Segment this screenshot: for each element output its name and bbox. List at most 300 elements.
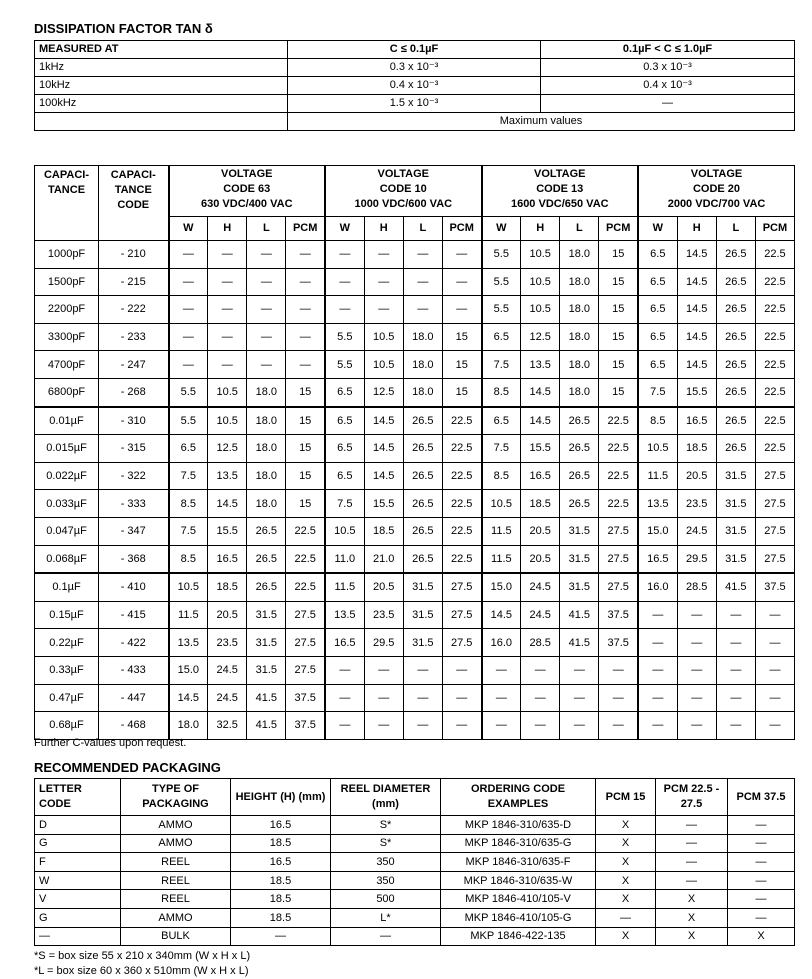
dimension-value: 28.5 xyxy=(677,573,716,601)
capacitance-code: - 347 xyxy=(99,517,169,545)
dimension-value: 13.5 xyxy=(521,351,560,379)
dimension-value: 26.5 xyxy=(403,407,442,435)
dimension-value: 22.5 xyxy=(755,378,794,406)
frequency-label: 10kHz xyxy=(35,77,288,95)
packaging-cell: X xyxy=(596,834,656,853)
dimension-value: 26.5 xyxy=(247,517,286,545)
header-capacitance: CAPACI- TANCE xyxy=(35,166,99,241)
dimension-value: 10.5 xyxy=(521,296,560,324)
dimension-value: 41.5 xyxy=(716,573,755,601)
dimension-value: 26.5 xyxy=(247,545,286,573)
voltage-group-13: VOLTAGE CODE 13 1600 VDC/650 VAC xyxy=(482,166,639,217)
dimension-value: 22.5 xyxy=(755,241,794,269)
dimension-value: 27.5 xyxy=(755,517,794,545)
dimension-value: 26.5 xyxy=(560,490,599,518)
dimension-value: 10.5 xyxy=(638,435,677,463)
table-row xyxy=(35,435,795,463)
packaging-cell: REEL xyxy=(121,890,231,909)
dimension-value: — xyxy=(286,323,325,351)
dimension-value: 26.5 xyxy=(403,435,442,463)
packaging-cell: — xyxy=(728,816,795,835)
dimension-value: 15.0 xyxy=(638,517,677,545)
dissipation-title: DISSIPATION FACTOR TAN δ xyxy=(34,21,213,36)
sub-header-l: L xyxy=(247,216,286,240)
dimension-value: 20.5 xyxy=(208,601,247,629)
packaging-cell: 18.5 xyxy=(231,834,331,853)
dimension-value: 13.5 xyxy=(638,490,677,518)
dimension-value: 6.5 xyxy=(638,323,677,351)
packaging-cell: 18.5 xyxy=(231,871,331,890)
dimension-value: — xyxy=(560,712,599,740)
dimension-value: 15 xyxy=(442,378,481,406)
dimension-value: 18.0 xyxy=(560,378,599,406)
packaging-cell: S* xyxy=(331,816,441,835)
dimension-value: 29.5 xyxy=(677,545,716,573)
dissipation-value: — xyxy=(541,95,795,113)
dimension-value: 31.5 xyxy=(716,517,755,545)
packaging-cell: AMMO xyxy=(121,816,231,835)
dimension-value: — xyxy=(325,656,364,684)
dimension-value: 37.5 xyxy=(599,601,638,629)
dimension-value: — xyxy=(755,684,794,712)
packaging-cell: — xyxy=(728,853,795,872)
dissipation-value: 0.3 x 10⁻³ xyxy=(541,59,795,77)
dimension-value: — xyxy=(521,656,560,684)
dimension-value: — xyxy=(755,629,794,657)
dimension-value: 13.5 xyxy=(325,601,364,629)
header-measured-at: MEASURED AT xyxy=(35,41,288,59)
dimension-value: 27.5 xyxy=(599,517,638,545)
dimension-value: — xyxy=(286,296,325,324)
packaging-header: REEL DIAMETER (mm) xyxy=(331,779,441,816)
dimension-value: 14.5 xyxy=(677,241,716,269)
dimension-value: 18.5 xyxy=(208,573,247,601)
table-row xyxy=(35,656,795,684)
dimension-value: 8.5 xyxy=(638,407,677,435)
dimension-value: 18.5 xyxy=(364,517,403,545)
dimension-value: — xyxy=(677,712,716,740)
packaging-table xyxy=(34,778,795,946)
capacitance-code: - 368 xyxy=(99,545,169,573)
dimension-value: 31.5 xyxy=(403,629,442,657)
sub-header-h: H xyxy=(677,216,716,240)
sub-header-w: W xyxy=(638,216,677,240)
dimension-value: 23.5 xyxy=(208,629,247,657)
dimension-value: 15 xyxy=(286,435,325,463)
capacitance-value: 0.068µF xyxy=(35,545,99,573)
dimension-value: 10.5 xyxy=(521,268,560,296)
dimension-value: — xyxy=(364,241,403,269)
dimension-value: 15.5 xyxy=(364,490,403,518)
dimension-value: — xyxy=(364,268,403,296)
dimension-value: 31.5 xyxy=(247,656,286,684)
packaging-cell: X xyxy=(656,927,728,946)
dimension-value: 22.5 xyxy=(755,351,794,379)
dimension-value: 26.5 xyxy=(403,517,442,545)
packaging-cell: 350 xyxy=(331,853,441,872)
dimension-value: 20.5 xyxy=(677,462,716,490)
packaging-cell: — xyxy=(656,853,728,872)
dimension-value: — xyxy=(364,684,403,712)
dimension-value: 26.5 xyxy=(716,268,755,296)
packaging-cell: G xyxy=(35,908,121,927)
packaging-cell: 500 xyxy=(331,890,441,909)
dimension-value: 15.5 xyxy=(208,517,247,545)
packaging-cell: 16.5 xyxy=(231,853,331,872)
dimension-value: — xyxy=(677,656,716,684)
table-row xyxy=(35,378,795,406)
dimension-value: — xyxy=(442,241,481,269)
dimension-value: 8.5 xyxy=(482,378,521,406)
dimension-value: — xyxy=(677,684,716,712)
dimension-value: 7.5 xyxy=(638,378,677,406)
dimension-value: — xyxy=(638,601,677,629)
dimension-value: 26.5 xyxy=(560,435,599,463)
dimension-value: 6.5 xyxy=(638,241,677,269)
dimension-value: — xyxy=(403,268,442,296)
sub-header-w: W xyxy=(169,216,208,240)
dimension-value: 26.5 xyxy=(560,407,599,435)
table-row xyxy=(35,241,795,269)
voltage-group-63: VOLTAGE CODE 63 630 VDC/400 VAC xyxy=(169,166,326,217)
voltage-group-20: VOLTAGE CODE 20 2000 VDC/700 VAC xyxy=(638,166,795,217)
frequency-label: 100kHz xyxy=(35,95,288,113)
dimension-value: 15 xyxy=(599,296,638,324)
packaging-cell: AMMO xyxy=(121,908,231,927)
dimension-value: 26.5 xyxy=(716,351,755,379)
packaging-cell: X xyxy=(656,908,728,927)
dimension-value: — xyxy=(325,241,364,269)
dimension-value: 11.5 xyxy=(482,545,521,573)
dimension-value: 6.5 xyxy=(325,435,364,463)
table-row xyxy=(35,908,795,927)
dimension-value: 37.5 xyxy=(755,573,794,601)
packaging-header: TYPE OF PACKAGING xyxy=(121,779,231,816)
table-row xyxy=(35,296,795,324)
dimension-value: — xyxy=(716,629,755,657)
dimension-value: 14.5 xyxy=(482,601,521,629)
dimension-value: — xyxy=(325,296,364,324)
dimension-value: 18.0 xyxy=(403,351,442,379)
dimension-value: — xyxy=(169,351,208,379)
packaging-cell: X xyxy=(596,871,656,890)
capacitance-value: 6800pF xyxy=(35,378,99,406)
capacitance-code: - 310 xyxy=(99,407,169,435)
header-capacitance-code: CAPACI- TANCE CODE xyxy=(99,166,169,241)
dimension-value: 20.5 xyxy=(521,545,560,573)
dimension-value: 31.5 xyxy=(716,545,755,573)
capacitance-code: - 410 xyxy=(99,573,169,601)
table-footer-row xyxy=(35,113,795,131)
dimension-value: — xyxy=(638,712,677,740)
dimension-value: 7.5 xyxy=(325,490,364,518)
dimension-value: — xyxy=(403,712,442,740)
dimension-value: 16.5 xyxy=(677,407,716,435)
dimension-value: 22.5 xyxy=(286,573,325,601)
packaging-cell: X xyxy=(596,890,656,909)
packaging-cell: X xyxy=(596,816,656,835)
packaging-cell: MKP 1846-310/635-G xyxy=(441,834,596,853)
packaging-cell: MKP 1846-410/105-G xyxy=(441,908,596,927)
dimension-value: 18.0 xyxy=(247,407,286,435)
packaging-header: PCM 37.5 xyxy=(728,779,795,816)
table-row xyxy=(35,517,795,545)
dimension-value: 22.5 xyxy=(442,545,481,573)
dimension-value: 27.5 xyxy=(286,601,325,629)
dimension-value: 15 xyxy=(286,462,325,490)
dimension-value: 27.5 xyxy=(286,656,325,684)
dimension-value: — xyxy=(325,684,364,712)
dimension-value: 14.5 xyxy=(521,378,560,406)
empty-cell xyxy=(35,113,288,131)
dimension-value: 11.5 xyxy=(169,601,208,629)
dimension-value: — xyxy=(599,684,638,712)
packaging-cell: — xyxy=(35,927,121,946)
packaging-cell: X xyxy=(656,890,728,909)
dimension-value: 14.5 xyxy=(677,351,716,379)
dimension-value: — xyxy=(638,629,677,657)
dimension-value: — xyxy=(755,656,794,684)
dimensions-table xyxy=(34,165,795,740)
dissipation-value: 0.4 x 10⁻³ xyxy=(541,77,795,95)
dimension-value: 7.5 xyxy=(482,435,521,463)
dimension-value: 10.5 xyxy=(208,407,247,435)
dimension-value: 22.5 xyxy=(755,323,794,351)
sub-header-pcm: PCM xyxy=(442,216,481,240)
group-header-row xyxy=(35,166,795,217)
dimension-value: 26.5 xyxy=(716,435,755,463)
dimension-value: 22.5 xyxy=(755,296,794,324)
dissipation-factor-table xyxy=(34,40,795,131)
dimension-value: 13.5 xyxy=(208,462,247,490)
dimension-value: 31.5 xyxy=(560,545,599,573)
capacitance-code: - 468 xyxy=(99,712,169,740)
dimension-value: 14.5 xyxy=(677,296,716,324)
capacitance-value: 4700pF xyxy=(35,351,99,379)
dimension-value: 16.5 xyxy=(521,462,560,490)
dimension-value: 15 xyxy=(286,378,325,406)
table-row xyxy=(35,490,795,518)
packaging-cell: F xyxy=(35,853,121,872)
table-row xyxy=(35,95,795,113)
dimension-value: 6.5 xyxy=(638,296,677,324)
capacitance-value: 3300pF xyxy=(35,323,99,351)
dimension-value: 12.5 xyxy=(208,435,247,463)
dimension-value: 22.5 xyxy=(599,435,638,463)
dimension-value: — xyxy=(208,268,247,296)
dimension-value: 31.5 xyxy=(560,573,599,601)
capacitance-code: - 247 xyxy=(99,351,169,379)
dimension-value: 31.5 xyxy=(716,490,755,518)
dimension-value: 27.5 xyxy=(755,462,794,490)
dimension-value: 31.5 xyxy=(247,601,286,629)
dimension-value: 14.5 xyxy=(677,268,716,296)
dimension-value: — xyxy=(208,323,247,351)
packaging-cell: 18.5 xyxy=(231,908,331,927)
dimension-value: — xyxy=(638,684,677,712)
packaging-cell: G xyxy=(35,834,121,853)
packaging-cell: 18.5 xyxy=(231,890,331,909)
dimension-value: 37.5 xyxy=(286,712,325,740)
dimension-value: 11.5 xyxy=(482,517,521,545)
dimension-value: 11.0 xyxy=(325,545,364,573)
packaging-cell: REEL xyxy=(121,853,231,872)
dimension-value: — xyxy=(716,656,755,684)
header-c-low: C ≤ 0.1µF xyxy=(288,41,541,59)
table-row xyxy=(35,59,795,77)
dimension-value: 29.5 xyxy=(364,629,403,657)
voltage-group-10: VOLTAGE CODE 10 1000 VDC/600 VAC xyxy=(325,166,482,217)
dimension-value: — xyxy=(716,684,755,712)
dimension-value: — xyxy=(442,268,481,296)
dimension-value: 22.5 xyxy=(442,490,481,518)
capacitance-code: - 268 xyxy=(99,378,169,406)
packaging-cell: MKP 1846-422-135 xyxy=(441,927,596,946)
dimension-value: 15.0 xyxy=(169,656,208,684)
dimension-value: — xyxy=(364,656,403,684)
packaging-cell: X xyxy=(728,927,795,946)
dimension-value: 6.5 xyxy=(638,268,677,296)
further-values-note: Further C-values upon request. xyxy=(34,737,187,749)
dimension-value: 26.5 xyxy=(560,462,599,490)
dimension-value: 15 xyxy=(286,490,325,518)
capacitance-code: - 233 xyxy=(99,323,169,351)
dimension-value: 18.0 xyxy=(560,323,599,351)
packaging-cell: — xyxy=(331,927,441,946)
capacitance-value: 0.022µF xyxy=(35,462,99,490)
dimension-value: — xyxy=(442,712,481,740)
dimension-value: 6.5 xyxy=(482,323,521,351)
table-row xyxy=(35,853,795,872)
packaging-cell: — xyxy=(728,834,795,853)
dimension-value: — xyxy=(169,296,208,324)
dimension-value: 22.5 xyxy=(286,545,325,573)
dimension-value: 5.5 xyxy=(169,378,208,406)
table-row xyxy=(35,871,795,890)
dimension-value: 27.5 xyxy=(599,545,638,573)
capacitance-code: - 333 xyxy=(99,490,169,518)
dimension-value: 15 xyxy=(599,323,638,351)
sub-header-l: L xyxy=(403,216,442,240)
dimension-value: 24.5 xyxy=(521,601,560,629)
dimension-value: — xyxy=(247,323,286,351)
dimension-value: 15 xyxy=(442,351,481,379)
capacitance-code: - 433 xyxy=(99,656,169,684)
dissipation-value: 0.4 x 10⁻³ xyxy=(288,77,541,95)
packaging-cell: MKP 1846-410/105-V xyxy=(441,890,596,909)
dimension-value: 14.5 xyxy=(208,490,247,518)
sub-header-l: L xyxy=(560,216,599,240)
capacitance-value: 0.33µF xyxy=(35,656,99,684)
dimension-value: 22.5 xyxy=(442,462,481,490)
capacitance-value: 0.15µF xyxy=(35,601,99,629)
dimension-value: 14.5 xyxy=(677,323,716,351)
dimension-value: 27.5 xyxy=(599,573,638,601)
dimension-value: 18.0 xyxy=(403,378,442,406)
dimension-value: 12.5 xyxy=(364,378,403,406)
dimension-value: 12.5 xyxy=(521,323,560,351)
packaging-cell: 350 xyxy=(331,871,441,890)
dimension-value: 18.0 xyxy=(560,351,599,379)
dimension-value: 22.5 xyxy=(755,407,794,435)
capacitance-code: - 315 xyxy=(99,435,169,463)
dimension-value: 5.5 xyxy=(482,296,521,324)
packaging-header: PCM 15 xyxy=(596,779,656,816)
capacitance-value: 0.22µF xyxy=(35,629,99,657)
packaging-cell: AMMO xyxy=(121,834,231,853)
packaging-cell: X xyxy=(596,853,656,872)
dimension-value: — xyxy=(560,684,599,712)
dimension-value: 20.5 xyxy=(521,517,560,545)
dimension-value: 22.5 xyxy=(442,517,481,545)
dimension-value: 7.5 xyxy=(169,462,208,490)
dimension-value: 11.5 xyxy=(325,573,364,601)
dimension-value: 5.5 xyxy=(169,407,208,435)
table-header-row xyxy=(35,41,795,59)
dimension-value: 31.5 xyxy=(716,462,755,490)
dimension-value: 15.0 xyxy=(482,573,521,601)
dimension-value: — xyxy=(442,296,481,324)
packaging-cell: BULK xyxy=(121,927,231,946)
dimension-value: 18.0 xyxy=(560,241,599,269)
table-row xyxy=(35,834,795,853)
dimension-value: 10.5 xyxy=(521,241,560,269)
dimension-value: 27.5 xyxy=(442,573,481,601)
dimension-value: 14.5 xyxy=(364,435,403,463)
sub-header-l: L xyxy=(716,216,755,240)
dimension-value: — xyxy=(403,684,442,712)
dimension-value: — xyxy=(364,712,403,740)
dimension-value: 10.5 xyxy=(169,573,208,601)
dimension-value: — xyxy=(286,268,325,296)
capacitance-value: 1500pF xyxy=(35,268,99,296)
packaging-cell: — xyxy=(728,908,795,927)
dimension-value: — xyxy=(560,656,599,684)
dimension-value: 16.5 xyxy=(208,545,247,573)
dimension-value: 5.5 xyxy=(482,241,521,269)
footnote-l: *L = box size 60 x 360 x 510mm (W x H x L) xyxy=(34,965,249,977)
dimension-value: 22.5 xyxy=(755,268,794,296)
capacitance-value: 0.01µF xyxy=(35,407,99,435)
table-row xyxy=(35,407,795,435)
table-header-row xyxy=(35,779,795,816)
dimension-value: 22.5 xyxy=(599,407,638,435)
dimension-value: 6.5 xyxy=(325,378,364,406)
dimension-value: 18.0 xyxy=(560,268,599,296)
dimension-value: 37.5 xyxy=(286,684,325,712)
dimension-value: — xyxy=(286,351,325,379)
dimension-value: 26.5 xyxy=(716,323,755,351)
dimension-value: 24.5 xyxy=(208,656,247,684)
dimension-value: — xyxy=(247,296,286,324)
footnote-s: *S = box size 55 x 210 x 340mm (W x H x L) xyxy=(34,950,251,962)
dimension-value: 41.5 xyxy=(560,629,599,657)
dimension-value: — xyxy=(521,684,560,712)
dimension-value: 31.5 xyxy=(560,517,599,545)
dimension-value: 18.0 xyxy=(560,296,599,324)
dimension-value: 27.5 xyxy=(286,629,325,657)
dimension-value: 21.0 xyxy=(364,545,403,573)
dimension-value: 22.5 xyxy=(442,435,481,463)
table-row xyxy=(35,629,795,657)
dimension-value: — xyxy=(208,296,247,324)
dimension-value: 22.5 xyxy=(599,462,638,490)
packaging-cell: MKP 1846-310/635-W xyxy=(441,871,596,890)
packaging-cell: — xyxy=(728,871,795,890)
dimension-value: 24.5 xyxy=(677,517,716,545)
dissipation-value: 0.3 x 10⁻³ xyxy=(288,59,541,77)
capacitance-value: 2200pF xyxy=(35,296,99,324)
